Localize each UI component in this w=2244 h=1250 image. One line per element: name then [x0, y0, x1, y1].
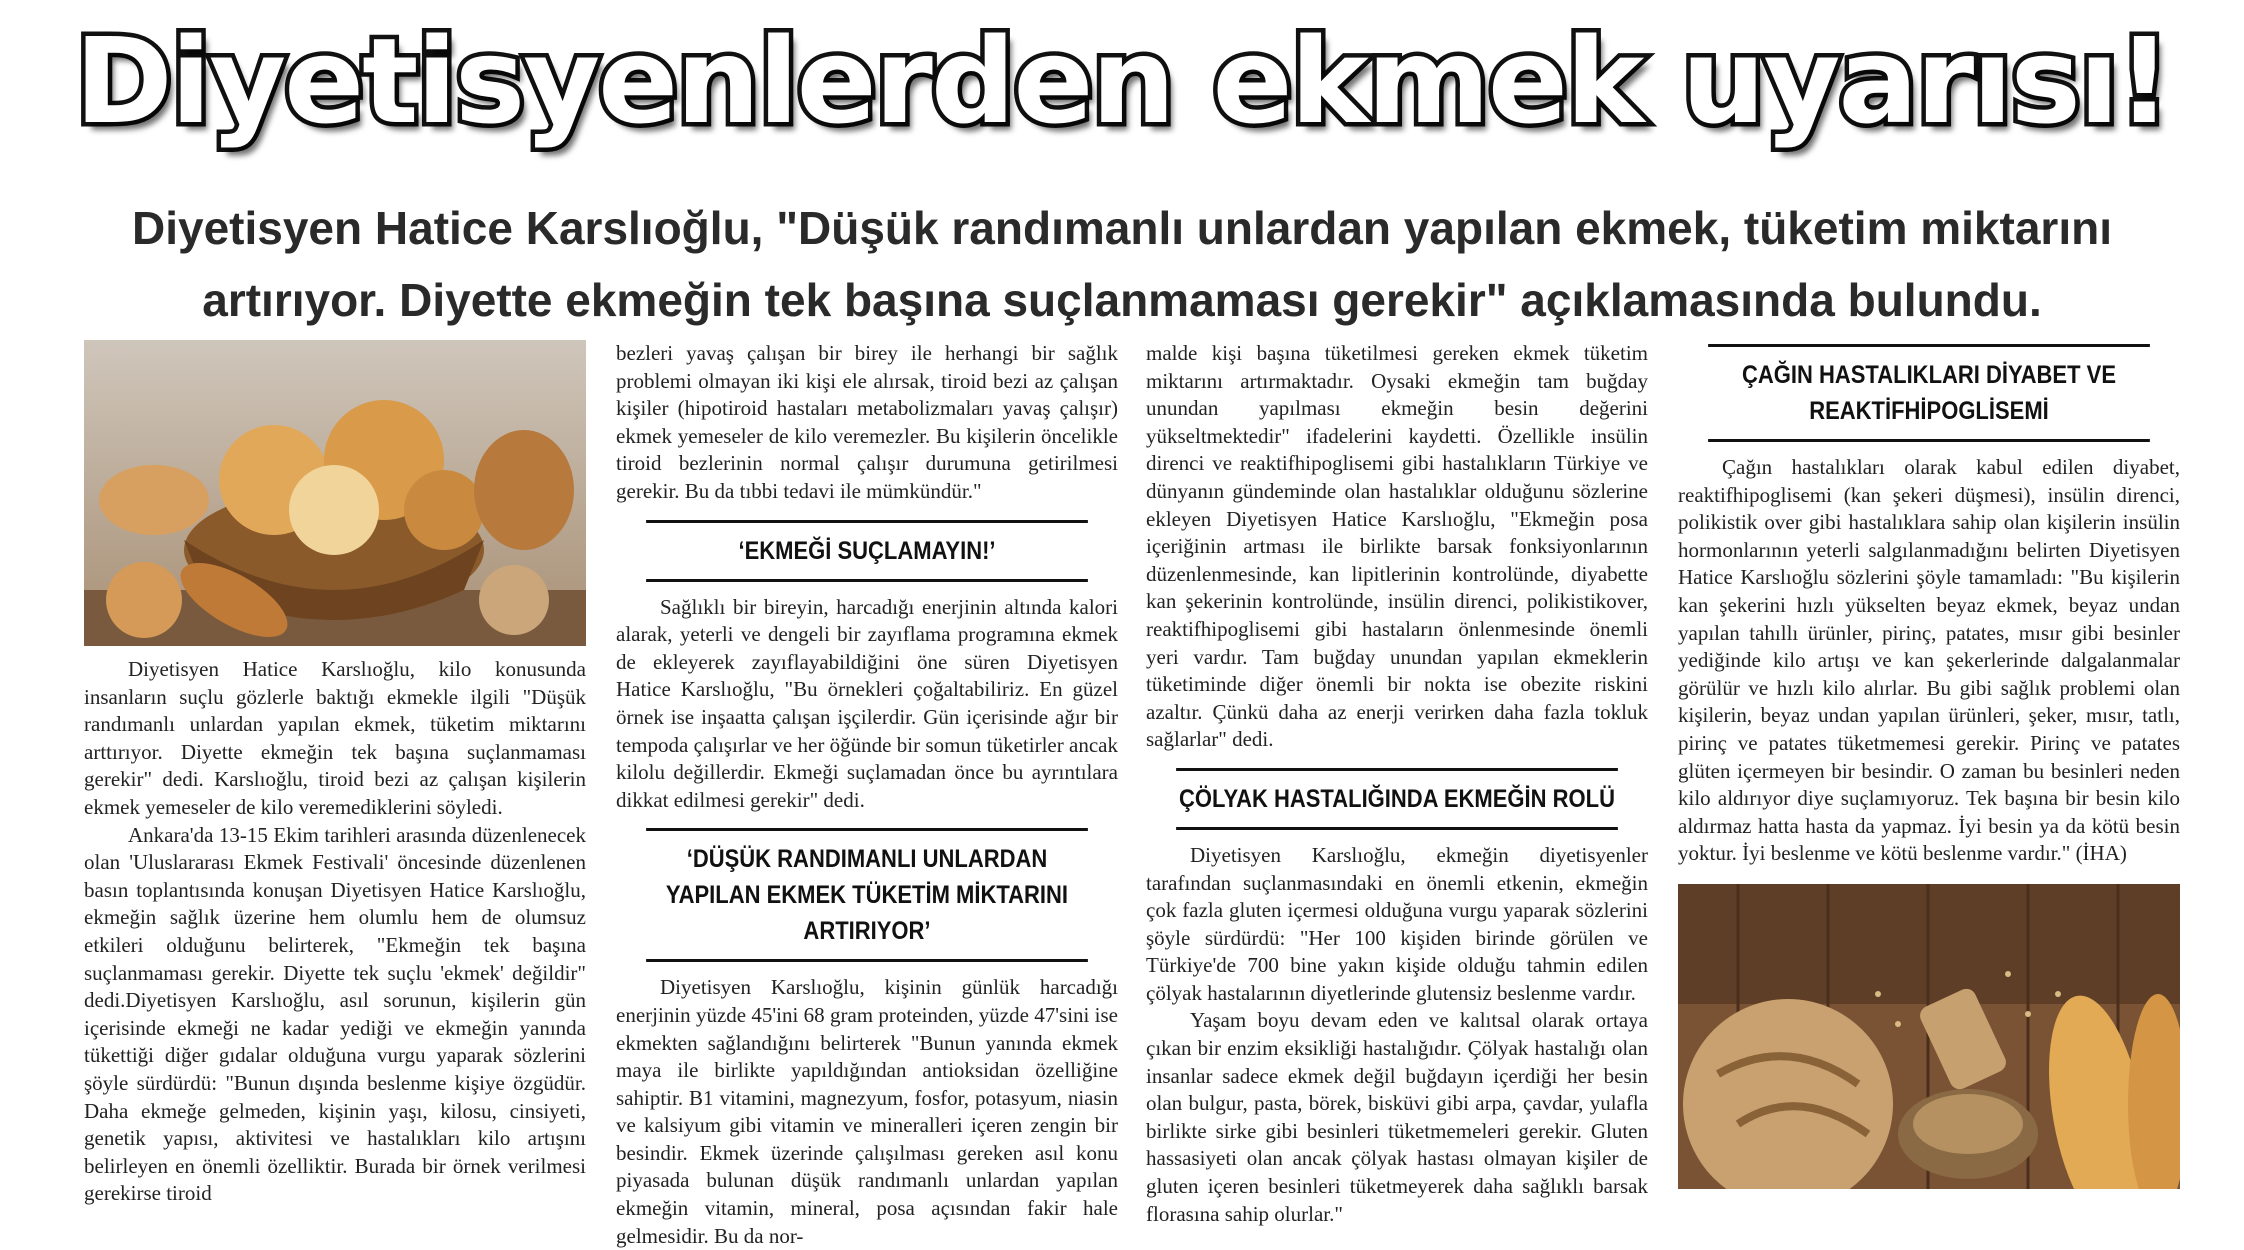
paragraph: Sağlıklı bir bireyin, harcadığı enerjinin altında kalori alarak, yeterli ve dengeli bir zayıflama programına ekmek de ekleyerek zayıflayabildiğini öne süren Diyetisyen Hatice Karslıoğlu, "Bu örnekleri çoğaltabiliriz. En güzel örnek ise inşaatta çalışan işçilerdir. Gün içerisinde ağır bir tempoda çalışırlar ve her öğünde bir somun tüketirler ancak kilolu değillerdir. Ekmeği suçlamadan önce bu ayrıntılara dikkat edilmesi gerekir" dedi. [616, 594, 1118, 812]
section-heading: ‘DÜŞÜK RANDIMANLI UNLARDAN YAPILAN EKMEK TÜKETİM MİKTARINI ARTIRIYOR’ [646, 828, 1088, 962]
headline: Diyetisyenlerden ekmek uyarısı! [74, 12, 2170, 150]
paragraph: bezleri yavaş çalışan bir birey ile herhangi bir sağlık problemi olmayan iki kişi ele alırsak, tiroid bezi az çalışan kişiler (hipotiroid hastaları metabolizmaları yavaş çalışır) ekmek yemeseler de kilo veremezler. Bu kişilerin öncelikle tiroid bezlerinin normal çalışır durumuna getirilmesi gerekir. Bu da tıbbi tedavi ile mümkündür." [616, 341, 1118, 503]
column-4 [1678, 340, 2180, 1199]
paragraph: Ankara'da 13-15 Ekim tarihleri arasında düzenlenecek olan 'Uluslararası Ekmek Festivali' öncesinde düzenlenen basın toplantısında konuşan Diyetisyen Hatice Karslıoğlu, ekmeğin sağlık üzerine hem olumlu hem de olumsuz etkileri olduğunu belirterek, "Ekmeğin tek başına suçlanmaması gerekir. Diyette tek suçlu 'ekmek' değildir" dedi.Diyetisyen Karslıoğlu, asıl sorunun, kişilerin gün içerisinde ekmeği ne kadar yediği ve ekmeğin yanında tükettiği diğer gıdalar olduğuna vurgu yaparak sözlerini şöyle sürdürdü: "Bunun dışında beslenme kişiye özgüdür. Daha ekmeğe gelmeden, kişinin yaşı, kilosu, cinsiyeti, genetik yapısı, aktivitesi ve hastalıkları kilo artışını belirleyen en önemli özelliktir. Burada bir örnek verilmesi gerekirse tiroid [84, 822, 586, 1206]
paragraph: Diyetisyen Karslıoğlu, kişinin günlük harcadığı enerjinin yüzde 45'ini 68 gram proteinden, yüzde 47'sini ise ekmekten sağlandığını belirterek "Bunun yanında ekmek maya ile birlikte yapıldığından antioksidan özelliğine sahiptir. B1 vitamini, magnezyum, fosfor, potasyum, niasin ve kalsiyum gibi vitamin ve mineralleri içeren zengin bir besindir. Ekmek üzerinde çalışılması gereken asıl konu piyasada bulunan düşük randımanlı unlardan yapılan ekmeğin vitamin, mineral, posa açısından fakir hale gelmesidir. Bu da nor- [616, 975, 1118, 1248]
bread-basket-photo [84, 340, 586, 646]
column-2 [616, 340, 1118, 1250]
column-3 [1146, 340, 1648, 1228]
paragraph: malde kişi başına tüketilmesi gereken ekmek tüketim miktarını artırmaktadır. Oysaki ekmeğin tam buğday unundan yapılması ekmeğin besin değerini yükseltmektedir" ifadelerini kaydetti. Özellikle insülin direnci ve reaktifhipoglisemi gibi hastalıkların Türkiye ve dünyanın gündeminde olan hastalıklar olduğunu sözlerine ekleyen Diyetisyen Hatice Karslıoğlu, "Ekmeğin posa içeriğinin artması ile birlikte barsak fonksiyonlarının düzenlenmesinde, kan lipitlerinin kontrolünde, diyabette kan şekerinin kontrolünde, insülin direnci, polikistikover, reaktifhipoglisemi gibi hastaların önlenmesinde önemli yeri vardır. Tam buğday unundan yapılan ekmeklerin tüketiminde diğer önemli bir nokta ise obezite riskini azaltır. Çünkü daha az enerji verirken daha fazla tokluk sağlarlar" dedi. [1146, 341, 1648, 752]
paragraph: Yaşam boyu devam eden ve kalıtsal olarak ortaya çıkan bir enzim eksikliği hastalığıdır. Çölyak hastalığı olan insanlar sadece ekmek değil buğdayın içerdiği her besin olan bulgur, pasta, börek, bisküvi gibi arpa, çavdar, yulafla birlikte sirke gibi besinleri tüketmemeleri gerekir. Gluten hassasiyeti olan ancak çölyak hastası olmayan kişiler de gluten içeren besinleri tüketmeyerek daha sağlıklı barsak florasına sahip olurlar." [1146, 1008, 1648, 1226]
column-1 [84, 340, 586, 1208]
section-heading: ÇAĞIN HASTALIKLARI DİYABET VE REAKTİFHİPOGLİSEMİ [1708, 344, 2150, 442]
paragraph: Diyetisyen Hatice Karslıoğlu, kilo konusunda insanların suçlu gözlerle baktığı ekmekle ilgili "Düşük randımanlı unlardan yapılan ekmek, tüketim miktarını arttırıyor. Diyette ekmeğin tek başına suçlanmaması gerekir" dedi. Karslıoğlu, tiroid bezi az çalışan kişilerin ekmek yemeseler de kilo veremediklerini söyledi. [84, 657, 586, 819]
section-heading: ‘EKMEĞİ SUÇLAMAYIN!’ [646, 520, 1088, 582]
bread-loaves-photo [1678, 884, 2180, 1189]
section-heading: ÇÖLYAK HASTALIĞINDA EKMEĞİN ROLÜ [1176, 768, 1618, 830]
paragraph: Diyetisyen Karslıoğlu, ekmeğin diyetisyenler tarafından suçlanmasındaki en önemli etkenin, ekmeğin çok fazla gluten içermesi olduğuna vurgu yaparak sözlerini şöyle sürdürdü: "Her 100 kişiden birinde görülen ve Türkiye'de 700 bine yakın kişide olduğu tahmin edilen çölyak hastalarının diyetlerinde glutensiz beslenme vardır. [1146, 842, 1648, 1005]
paragraph: Çağın hastalıkları olarak kabul edilen diyabet, reaktifhipoglisemi (kan şekeri düşmesi), insülin direnci, polikistik over gibi hastalıklara sahip olan kişilerin insülin hormonlarının yeterli salgılanmadığını belirten Diyetisyen Hatice Karslıoğlu sözlerini şöyle tamamladı: "Bu kişilerin kan şekerini hızlı yükselten beyaz ekmek, beyaz undan yapılan tahıllı ürünler, pirinç, patates, mısır gibi besinler yediğinde kilo artışı ve kan şekerlerinde dalgalanmalar görülür ve hızlı kilo alırlar. Bu gibi sağlık problemi olan kişilerin, beyaz undan yapılan ürünleri, şeker, mısır, tatlı, pirinç ve patates tüketmemesi gerekir. Pirinç ve patates glüten içermeyen bir besindir. O zaman bu besinleri neden kilo aldırıyor diye suçlamıyoruz. Tek başına bir besin kilo aldırmaz hatta hasta da yapmaz. İyi besin ya da kötü besin yoktur. İyi beslenme ve kötü beslenme vardır." (İHA) [1678, 455, 2180, 866]
subheadline: Diyetisyen Hatice Karslıoğlu, "Düşük randımanlı unlardan yapılan ekmek, tüketim miktarını artırıyor. Diyette ekmeğin tek başına suçlanmaması gerekir" açıklamasında bulundu. [132, 202, 2112, 326]
